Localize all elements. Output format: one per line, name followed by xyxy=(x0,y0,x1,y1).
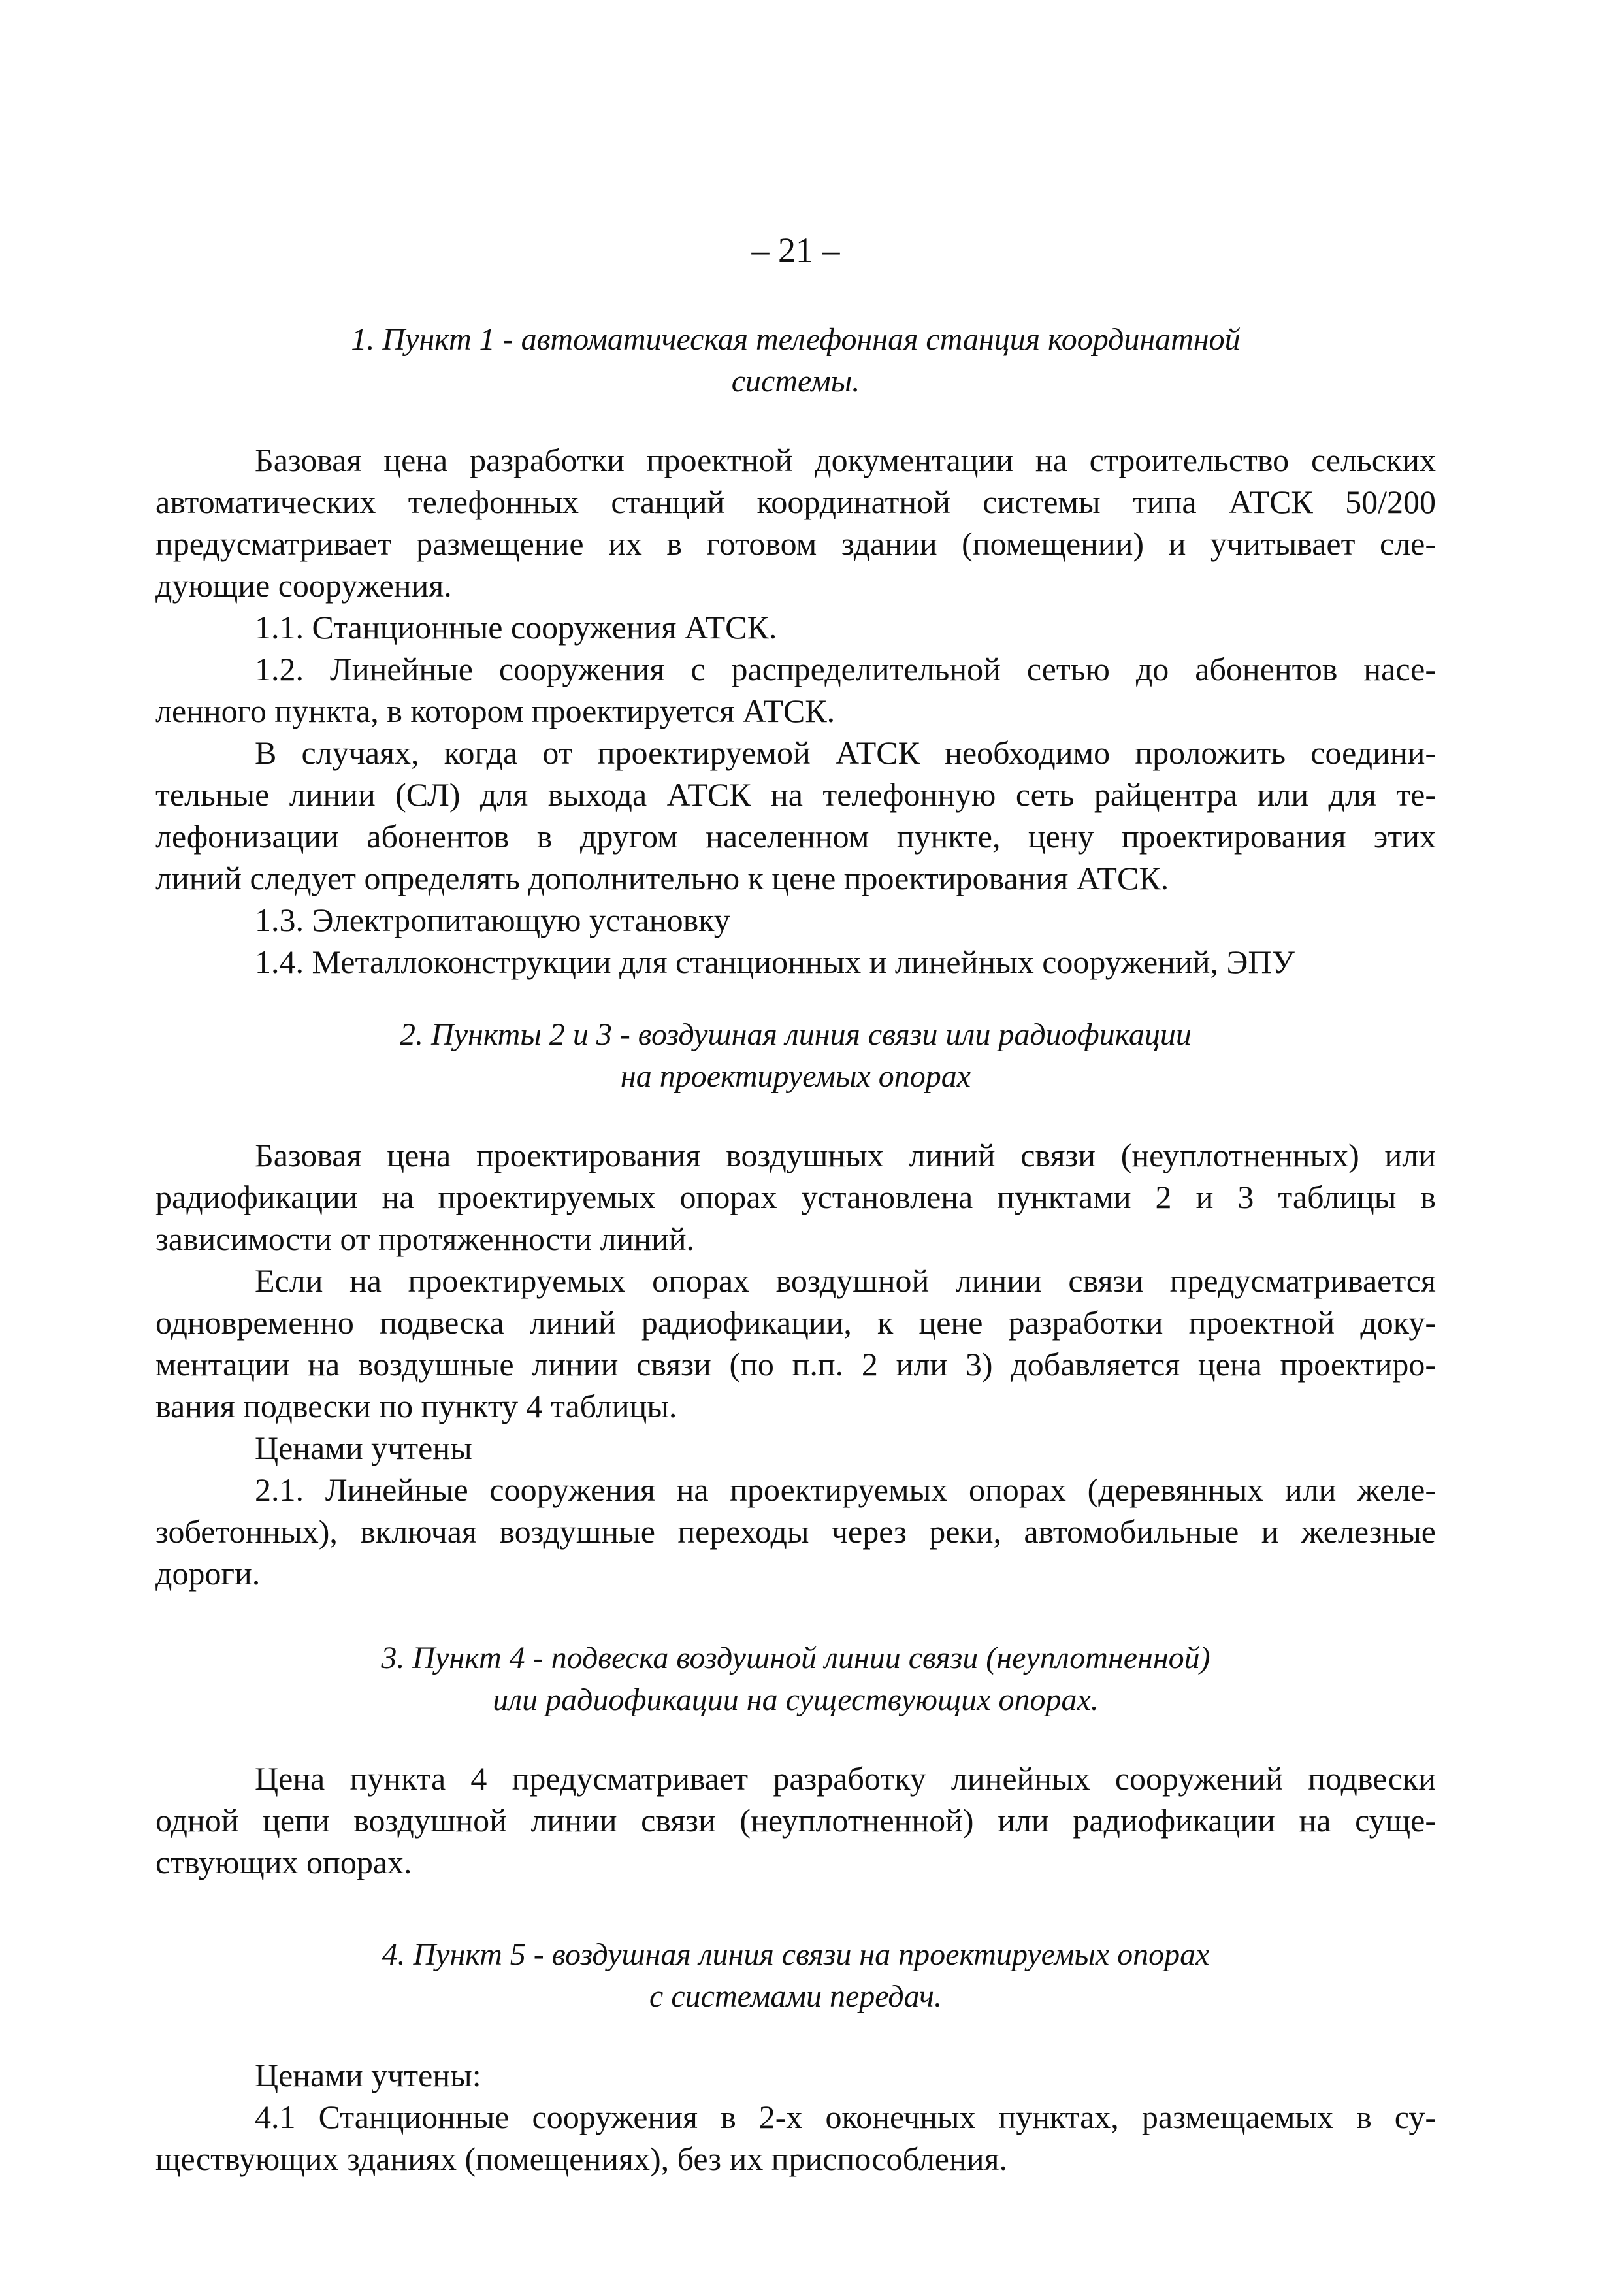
text-line: зобетонных), включая воздушные переходы через реки, автомобильные и железные xyxy=(155,1513,1436,1550)
text-line: 1.2. Линейные сооружения с распределительной сетью до абонентов насе- xyxy=(255,651,1436,687)
text-line: 4.1 Станционные сооружения в 2-х оконечных пунктах, размещаемых в су- xyxy=(255,2099,1436,2135)
section-1-body xyxy=(155,439,1436,983)
heading-line: 4. Пункт 5 - воздушная линия связи на проектируемых опорах xyxy=(382,1937,1210,1972)
heading-line: с системами передач. xyxy=(649,1979,942,2014)
text-line: Если на проектируемых опорах воздушной линии связи предусматривается xyxy=(255,1262,1436,1299)
heading-line: 3. Пункт 4 - подвеска воздушной линии связи (неуплотненной) xyxy=(381,1641,1210,1675)
text-line: лефонизации абонентов в другом населенном пункте, цену проектирования этих xyxy=(155,818,1436,855)
text-line: ществующих зданиях (помещениях), без их приспособления. xyxy=(155,2140,1007,2177)
page-number: – 21 – xyxy=(751,231,840,270)
text-line: Базовая цена разработки проектной документации на строительство сельских xyxy=(255,442,1436,478)
section-2-heading xyxy=(155,1014,1436,1098)
text-line: линий следует определять дополнительно к цене проектирования АТСК. xyxy=(155,860,1169,896)
text-line: автоматических телефонных станций координатной системы типа АТСК 50/200 xyxy=(155,483,1436,520)
section-3-body xyxy=(155,1758,1436,1883)
heading-line: 2. Пункты 2 и 3 - воздушная линия связи или радиофикации xyxy=(400,1017,1192,1052)
text-line: Цена пункта 4 предусматривает разработку линейных сооружений подвески xyxy=(255,1760,1436,1797)
text-line: дороги. xyxy=(155,1555,261,1592)
text-line: 1.4. Металлоконструкции для станционных и линейных сооружений, ЭПУ xyxy=(255,943,1295,980)
text-line: 1.1. Станционные сооружения АТСК. xyxy=(255,609,777,646)
section-4-heading xyxy=(155,1934,1436,2018)
text-line: ствующих опорах. xyxy=(155,1844,412,1880)
text-line: радиофикации на проектируемых опорах установлена пунктами 2 и 3 таблицы в xyxy=(155,1179,1436,1215)
text-line: одновременно подвеска линий радиофикации, к цене разработки проектной доку- xyxy=(155,1304,1436,1341)
section-1-heading xyxy=(155,319,1436,402)
text-line: одной цепи воздушной линии связи (неуплотненной) или радиофикации на суще- xyxy=(155,1802,1436,1839)
text-line: Ценами учтены xyxy=(255,1430,472,1466)
heading-line: или радиофикации на существующих опорах. xyxy=(493,1682,1099,1717)
heading-line: 1. Пункт 1 - автоматическая телефонная станция координатной xyxy=(351,322,1241,357)
heading-line: на проектируемых опорах xyxy=(620,1059,971,1094)
text-line: Ценами учтены: xyxy=(255,2057,481,2093)
text-line: тельные линии (СЛ) для выхода АТСК на телефонную сеть райцентра или для те- xyxy=(155,776,1436,813)
section-2-body xyxy=(155,1134,1436,1594)
text-line: зависимости от протяженности линий. xyxy=(155,1221,695,1257)
text-line: 2.1. Линейные сооружения на проектируемых опорах (деревянных или желе- xyxy=(255,1471,1436,1508)
section-4-body xyxy=(155,2054,1436,2180)
text-line: ментации на воздушные линии связи (по п.п. 2 или 3) добавляется цена проектиро- xyxy=(155,1346,1436,1383)
text-line: вания подвески по пункту 4 таблицы. xyxy=(155,1388,677,1424)
text-line: ленного пункта, в котором проектируется АТСК. xyxy=(155,693,836,729)
text-line: дующие сооружения. xyxy=(155,567,452,604)
section-3-heading xyxy=(155,1637,1436,1721)
text-line: Базовая цена проектирования воздушных линий связи (неуплотненных) или xyxy=(255,1137,1436,1173)
text-line: В случаях, когда от проектируемой АТСК необходимо проложить соедини- xyxy=(255,734,1436,771)
text-line: предусматривает размещение их в готовом здании (помещении) и учитывает сле- xyxy=(155,525,1436,562)
text-line: 1.3. Электропитающую установку xyxy=(255,902,730,938)
heading-line: системы. xyxy=(731,364,860,399)
